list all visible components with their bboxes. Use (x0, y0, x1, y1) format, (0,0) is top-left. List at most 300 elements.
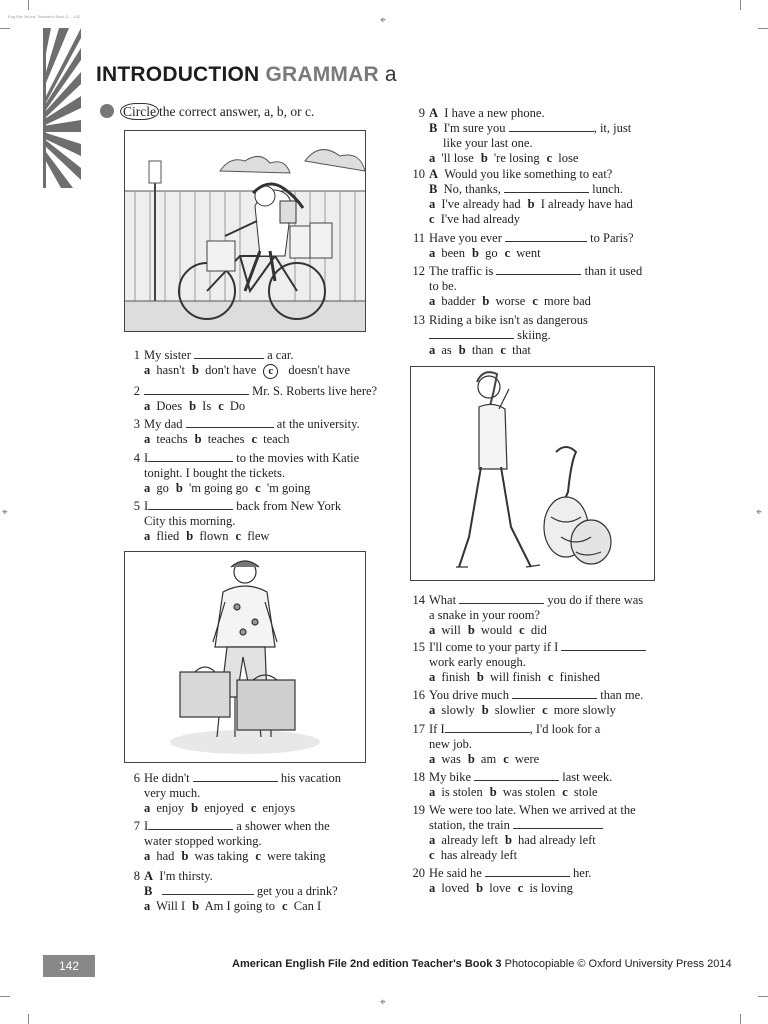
option-letter[interactable]: c (504, 246, 511, 260)
option-text[interactable]: had already left (518, 833, 596, 847)
question-text: I have a new phone. (444, 106, 545, 120)
footer-rights: Photocopiable © Oxford University Press 2014 (501, 958, 732, 970)
illustration-cyclist (124, 130, 366, 332)
instruction-circled-word: Circle (120, 103, 159, 120)
question-16 (412, 688, 644, 718)
question-11 (412, 231, 634, 261)
crop-mark (28, 1014, 29, 1024)
answer-blank[interactable] (512, 688, 597, 699)
option-text[interactable]: flied (156, 529, 180, 543)
question-line (429, 737, 600, 752)
title-sub: GRAMMAR (265, 63, 379, 86)
option-text[interactable]: go (156, 481, 169, 495)
options-row (144, 399, 377, 414)
speaker-label: A (429, 167, 439, 181)
question-4 (133, 451, 360, 496)
question-2 (133, 384, 378, 414)
option-letter[interactable]: a (144, 481, 151, 495)
option-text[interactable]: flew (247, 529, 270, 543)
option-letter[interactable]: a (429, 752, 436, 766)
question-line (429, 231, 634, 246)
question-number: 15 (412, 640, 425, 654)
question-line (429, 688, 643, 703)
option-text[interactable]: I already have had (540, 197, 633, 211)
option-letter[interactable]: c (500, 343, 506, 357)
question-text: last week. (559, 770, 613, 784)
question-text: I (144, 499, 149, 513)
question-number: 19 (412, 803, 425, 817)
speaker-label: A (144, 869, 154, 883)
option-text[interactable]: were taking (267, 849, 326, 863)
option-letter[interactable]: a (429, 246, 436, 260)
option-letter[interactable]: b (482, 294, 490, 308)
options-row (429, 833, 636, 848)
option-text[interactable]: already left (441, 833, 498, 847)
question-20 (412, 866, 592, 896)
option-letter[interactable]: c (282, 899, 288, 913)
option-letter[interactable]: a (429, 151, 436, 165)
answer-blank[interactable] (186, 417, 274, 428)
options-row (144, 801, 341, 816)
question-text: We were too late. When we arrived at the (429, 803, 636, 817)
question-line (429, 593, 643, 608)
question-line (144, 451, 359, 466)
crop-mark (740, 1014, 741, 1024)
question-text: new job. (429, 737, 473, 751)
option-letter[interactable]: c (250, 801, 257, 815)
question-text: work early enough. (429, 655, 526, 669)
answer-blank[interactable] (509, 121, 594, 132)
question-line (144, 417, 360, 432)
crop-mark (0, 996, 10, 997)
option-text[interactable]: teaches (207, 432, 245, 446)
registration-mark-icon: ⌖ (380, 15, 386, 26)
option-letter[interactable]: a (144, 399, 151, 413)
option-letter[interactable]: b (480, 151, 488, 165)
cyclist-drawing (125, 131, 365, 331)
question-line (429, 279, 642, 294)
question-text: than me. (597, 688, 644, 702)
option-text[interactable]: went (516, 246, 541, 260)
question-13 (412, 313, 588, 358)
option-letter[interactable]: c (532, 294, 538, 308)
option-letter[interactable]: b (476, 881, 484, 895)
option-letter[interactable]: b (467, 623, 475, 637)
option-text[interactable]: enjoy (156, 801, 185, 815)
answer-blank[interactable] (148, 451, 233, 462)
option-letter[interactable]: b (186, 529, 194, 543)
option-text[interactable]: stole (573, 785, 598, 799)
option-letter[interactable]: a (144, 432, 151, 446)
option-text[interactable]: than (471, 343, 494, 357)
question-text: a shower when the (233, 819, 330, 833)
footer-book-title: American English File 2nd edition Teacher's Book 3 (232, 958, 502, 970)
option-letter[interactable]: c (517, 881, 524, 895)
question-text: tonight. I bought the tickets. (144, 466, 285, 480)
option-text[interactable]: Am I going to (204, 899, 276, 913)
question-number: 10 (412, 167, 425, 181)
option-text[interactable]: will (441, 623, 461, 637)
option-letter[interactable]: c (562, 785, 568, 799)
question-number: 5 (133, 499, 140, 513)
option-text[interactable]: has already left (440, 848, 518, 862)
page-number: 142 (43, 955, 95, 977)
title-main: INTRODUCTION (96, 63, 260, 86)
sunburst-graphic (43, 28, 81, 188)
options-row (429, 212, 640, 227)
question-line (144, 514, 341, 529)
option-text[interactable]: is loving (529, 881, 573, 895)
snake-drawing (411, 367, 654, 580)
registration-mark-icon: ⌖ (756, 507, 762, 518)
options-row (429, 703, 643, 718)
crop-mark (758, 996, 768, 997)
question-text: He didn't (144, 771, 193, 785)
question-text: You drive much (429, 688, 513, 702)
option-text[interactable]: don't have (205, 363, 257, 377)
question-text: to the movies with Katie (233, 451, 360, 465)
question-text: lunch. (589, 182, 624, 196)
answer-blank[interactable] (513, 818, 603, 829)
question-line (429, 182, 640, 197)
question-text: get you a drink? (253, 884, 338, 898)
question-line (429, 770, 612, 785)
options-row (429, 623, 643, 638)
illustration-traveller (124, 551, 366, 763)
question-text: I'll come to your party if I (429, 640, 562, 654)
option-text[interactable]: slowly (441, 703, 475, 717)
option-letter[interactable]: c (503, 752, 509, 766)
option-text[interactable]: worse (495, 294, 526, 308)
option-text[interactable]: 'm going (266, 481, 311, 495)
speaker-label: B (144, 884, 153, 898)
option-letter[interactable]: c (255, 481, 261, 495)
speaker-label: A (429, 106, 439, 120)
question-line (429, 803, 636, 818)
answer-blank[interactable] (445, 722, 530, 733)
option-letter[interactable]: a (144, 529, 151, 543)
option-text[interactable]: were (514, 752, 540, 766)
option-text[interactable]: 're losing (493, 151, 540, 165)
option-letter[interactable]: b (192, 899, 200, 913)
question-text: Mr. S. Roberts live here? (249, 384, 378, 398)
option-text[interactable]: enjoys (262, 801, 296, 815)
question-text: to be. (429, 279, 457, 293)
options-row (144, 849, 333, 864)
question-3 (133, 417, 360, 447)
speaker-label: B (429, 182, 438, 196)
option-letter[interactable]: b (191, 801, 199, 815)
question-text: My sister (144, 348, 194, 362)
instruction (100, 104, 314, 120)
option-text[interactable]: flown (199, 529, 229, 543)
option-letter[interactable]: a (429, 623, 436, 637)
question-text: Riding a bike isn't as dangerous (429, 313, 588, 327)
answer-blank[interactable] (144, 384, 249, 395)
option-text[interactable]: would (480, 623, 513, 637)
answer-blank[interactable] (561, 640, 646, 651)
question-number: 20 (412, 866, 425, 880)
options-row (144, 432, 360, 447)
question-10 (412, 167, 640, 227)
option-letter[interactable]: c (255, 849, 261, 863)
question-number: 1 (133, 348, 140, 362)
question-text: water stopped working. (144, 834, 262, 848)
question-line (144, 348, 357, 363)
question-line (144, 786, 341, 801)
option-text[interactable]: was taking (194, 849, 249, 863)
option-text[interactable]: 'm going go (188, 481, 249, 495)
question-line (144, 771, 341, 786)
registration-mark-icon: ⌖ (2, 507, 8, 518)
question-line (429, 640, 646, 655)
question-8 (133, 869, 338, 914)
options-row (144, 529, 341, 544)
question-text: very much. (144, 786, 201, 800)
option-text[interactable]: more bad (544, 294, 591, 308)
option-text[interactable]: 'll lose (441, 151, 474, 165)
question-text: , I'd look for a (529, 722, 601, 736)
option-text[interactable]: hasn't (156, 363, 186, 377)
options-row (144, 481, 359, 496)
option-text[interactable]: go (485, 246, 498, 260)
option-letter[interactable]: b (194, 432, 202, 446)
option-text[interactable]: had (156, 849, 175, 863)
question-text: My dad (144, 417, 186, 431)
option-text[interactable]: that (512, 343, 531, 357)
option-text[interactable]: loved (441, 881, 470, 895)
option-letter[interactable]: b (467, 752, 475, 766)
question-number: 16 (412, 688, 425, 702)
question-line (429, 608, 643, 623)
question-text: I (144, 451, 149, 465)
question-line (429, 818, 636, 833)
question-text: Have you ever (429, 231, 506, 245)
options-row (429, 785, 612, 800)
question-number: 7 (133, 819, 140, 833)
option-text[interactable]: is stolen (441, 785, 483, 799)
question-text: than it used (581, 264, 643, 278)
answer-blank[interactable] (193, 771, 278, 782)
option-text[interactable]: more slowly (553, 703, 616, 717)
options-row (429, 881, 591, 896)
answer-blank[interactable] (148, 819, 233, 830)
option-text[interactable]: as (441, 343, 452, 357)
question-text: Would you like something to eat? (444, 167, 613, 181)
question-text: City this morning. (144, 514, 236, 528)
question-14 (412, 593, 644, 638)
option-text[interactable]: finished (559, 670, 600, 684)
option-letter[interactable]: a (144, 363, 151, 377)
option-letter[interactable]: a (429, 197, 436, 211)
option-letter[interactable]: a (429, 670, 436, 684)
option-letter[interactable]: c (235, 529, 242, 543)
option-letter[interactable]: b (476, 670, 484, 684)
question-text: My bike (429, 770, 475, 784)
option-letter[interactable]: a (429, 343, 436, 357)
option-text[interactable]: doesn't have (288, 363, 351, 377)
option-letter[interactable]: a (144, 849, 151, 863)
illustration-snake (410, 366, 655, 581)
question-number: 17 (412, 722, 425, 736)
answer-blank[interactable] (162, 884, 254, 895)
option-letter[interactable]: a (144, 899, 151, 913)
question-number: 18 (412, 770, 425, 784)
answer-blank[interactable] (429, 328, 514, 339)
option-letter[interactable]: a (429, 703, 436, 717)
option-letter[interactable]: c (542, 703, 548, 717)
question-text: No, thanks, (443, 182, 505, 196)
option-letter[interactable]: c (546, 151, 553, 165)
option-text[interactable]: teachs (156, 432, 188, 446)
option-letter[interactable]: b (175, 481, 183, 495)
question-9 (418, 106, 632, 166)
option-letter[interactable]: a (429, 294, 436, 308)
option-letter[interactable]: b (181, 849, 189, 863)
answer-blank[interactable] (194, 348, 264, 359)
option-text[interactable]: I've already had (441, 197, 521, 211)
option-text[interactable]: slowlier (494, 703, 536, 717)
question-text: I'm sure you (443, 121, 509, 135)
question-number: 12 (412, 264, 425, 278)
option-letter[interactable]: b (504, 833, 512, 847)
question-line (144, 834, 333, 849)
option-letter[interactable]: b (481, 703, 489, 717)
question-text: you do if there was (544, 593, 644, 607)
question-18 (412, 770, 613, 800)
instruction-text: the correct answer, a, b, or c. (159, 104, 315, 119)
option-text[interactable]: Can I (293, 899, 322, 913)
option-letter[interactable]: c (519, 623, 525, 637)
option-letter[interactable]: b (458, 343, 466, 357)
question-text: at the university. (273, 417, 360, 431)
crop-mark (0, 28, 10, 29)
answer-blank[interactable] (496, 264, 581, 275)
answer-blank[interactable] (148, 499, 233, 510)
options-row (429, 752, 600, 767)
registration-mark-icon: ⌖ (380, 997, 386, 1008)
option-text[interactable]: did (530, 623, 547, 637)
options-row (429, 343, 588, 358)
options-row (144, 899, 338, 914)
question-1 (133, 348, 357, 379)
options-row (429, 246, 634, 261)
question-number: 14 (412, 593, 425, 607)
question-line (429, 136, 631, 151)
question-text: If I (429, 722, 445, 736)
option-text[interactable]: enjoyed (204, 801, 244, 815)
question-line (429, 328, 588, 343)
answer-blank[interactable] (474, 770, 559, 781)
bullet-icon (100, 104, 114, 118)
option-text[interactable]: lose (558, 151, 579, 165)
option-letter[interactable]: a (429, 881, 436, 895)
option-text[interactable]: was stolen (502, 785, 556, 799)
option-text[interactable]: Will I (156, 899, 186, 913)
option-text[interactable]: love (489, 881, 511, 895)
question-text: station, the train (429, 818, 514, 832)
printer-slug: Eng File 3rd ed. Teacher's Book 3 ... 142 (8, 14, 81, 19)
question-number: 9 (418, 106, 425, 120)
option-letter[interactable]: a (144, 801, 151, 815)
question-19 (412, 803, 636, 863)
question-line (144, 819, 333, 834)
option-text[interactable]: badder (441, 294, 476, 308)
option-letter[interactable]: b (192, 363, 199, 377)
question-text: back from New York (233, 499, 342, 513)
option-letter[interactable]: b (189, 399, 197, 413)
option-text[interactable]: finish (441, 670, 470, 684)
question-number: 13 (412, 313, 425, 327)
crop-mark (28, 0, 29, 10)
question-line (429, 313, 588, 328)
option-text[interactable]: I've had already (440, 212, 520, 226)
question-number: 6 (133, 771, 140, 785)
answer-blank[interactable] (505, 231, 587, 242)
options-row (144, 363, 357, 379)
option-letter[interactable]: a (429, 785, 436, 799)
crop-mark (740, 0, 741, 10)
option-text[interactable]: teach (263, 432, 290, 446)
question-text: a car. (264, 348, 294, 362)
question-text: skiing. (514, 328, 551, 342)
option-letter[interactable]: c (218, 399, 224, 413)
answer-blank[interactable] (504, 182, 589, 193)
question-5 (133, 499, 342, 544)
options-row (429, 848, 636, 863)
question-text: like your last one. (443, 136, 533, 150)
option-text[interactable]: am (480, 752, 497, 766)
question-text: I (144, 819, 149, 833)
option-text[interactable]: was (441, 752, 461, 766)
question-line (429, 167, 640, 182)
question-12 (412, 264, 643, 309)
answer-blank[interactable] (459, 593, 544, 604)
question-number: 4 (133, 451, 140, 465)
options-row (429, 197, 640, 212)
option-letter[interactable]: b (527, 197, 535, 211)
question-text: The traffic is (429, 264, 497, 278)
option-letter[interactable]: c (429, 848, 435, 862)
question-line (429, 106, 631, 121)
option-letter[interactable]: b (489, 785, 497, 799)
question-7 (133, 819, 333, 864)
option-text[interactable]: been (441, 246, 465, 260)
question-17 (412, 722, 601, 767)
option-letter[interactable]: c (429, 212, 435, 226)
option-text[interactable]: will finish (489, 670, 541, 684)
option-text[interactable]: Does (156, 399, 183, 413)
options-row (429, 670, 646, 685)
question-text: He said he (429, 866, 485, 880)
question-line (429, 722, 600, 737)
option-letter[interactable]: c (251, 432, 258, 446)
footer-credit (232, 958, 732, 970)
option-text[interactable]: Do (229, 399, 246, 413)
option-text[interactable]: Is (202, 399, 212, 413)
question-number: 8 (133, 869, 140, 883)
question-text: What (429, 593, 460, 607)
option-letter[interactable]: c (547, 670, 554, 684)
option-letter[interactable]: a (429, 833, 436, 847)
question-text: his vacation (277, 771, 341, 785)
answer-blank[interactable] (485, 866, 570, 877)
question-text: a snake in your room? (429, 608, 541, 622)
question-line (429, 264, 642, 279)
option-letter[interactable]: b (471, 246, 479, 260)
title-letter: a (384, 63, 397, 86)
circled-option-letter[interactable]: c (263, 364, 278, 379)
